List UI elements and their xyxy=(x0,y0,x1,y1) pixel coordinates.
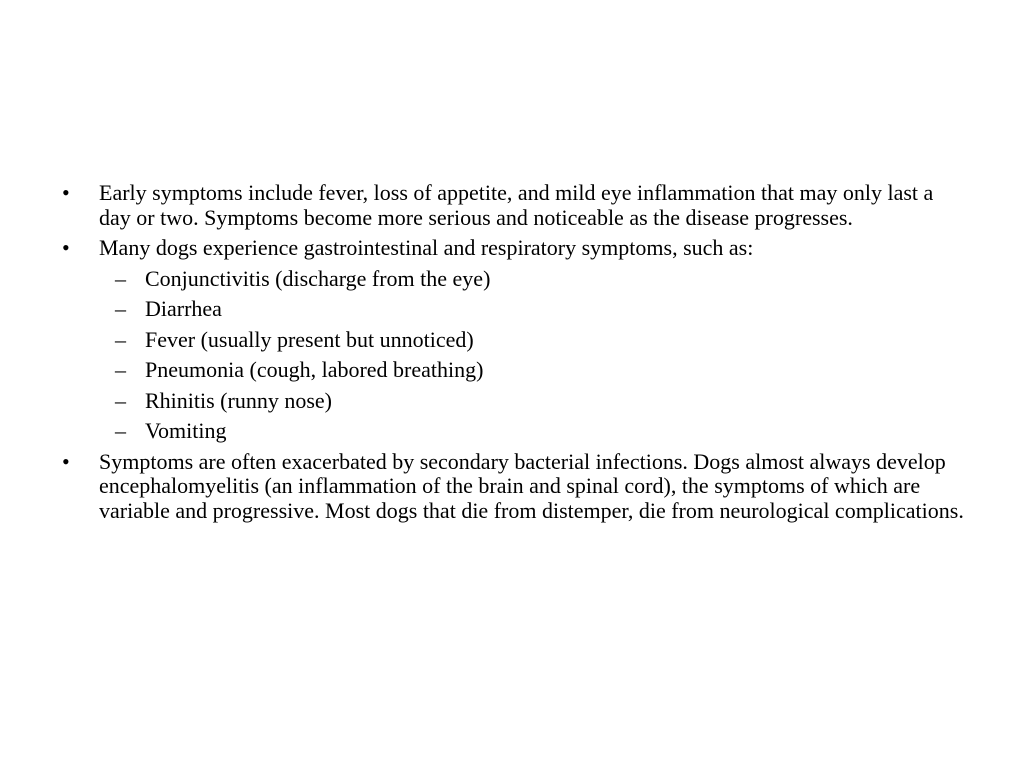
sub-bullet-text: Rhinitis (runny nose) xyxy=(145,387,332,413)
bullet-item-secondary-infections xyxy=(62,450,967,524)
bullet-item-gi-respiratory xyxy=(62,236,967,261)
bullet-marker: • xyxy=(62,235,70,260)
sub-item-diarrhea xyxy=(62,297,967,322)
sub-item-vomiting xyxy=(62,419,967,444)
sub-bullet-marker: – xyxy=(115,296,126,321)
bullet-text: Symptoms are often exacerbated by secondary bacterial infections. Dogs almost always develop encephalomyelitis (an inflammation of the brain and spinal cord), the symptoms of which are variable and progressive. Most dogs that die from distemper, die from neurological complications. xyxy=(99,448,964,523)
sub-item-pneumonia xyxy=(62,358,967,383)
sub-bullet-text: Diarrhea xyxy=(145,296,222,321)
bullet-list xyxy=(62,181,967,529)
bullet-text: Many dogs experience gastrointestinal and respiratory symptoms, such as: xyxy=(99,235,754,260)
sub-item-fever xyxy=(62,328,967,353)
sub-item-conjunctivitis xyxy=(62,267,967,292)
sub-item-rhinitis xyxy=(62,389,967,414)
sub-bullet-text: Conjunctivitis (discharge from the eye) xyxy=(145,265,491,291)
sub-bullet-text: Vomiting xyxy=(145,418,227,443)
sub-bullet-text: Pneumonia (cough, labored breathing) xyxy=(145,357,484,382)
sub-bullet-text: Fever (usually present but unnoticed) xyxy=(145,326,474,352)
bullet-marker: • xyxy=(62,180,70,205)
sub-bullet-marker: – xyxy=(115,418,126,443)
bullet-item-early-symptoms xyxy=(62,181,967,230)
sub-bullet-marker: – xyxy=(115,326,126,352)
bullet-marker: • xyxy=(62,448,70,474)
sub-bullet-marker: – xyxy=(115,265,126,291)
bullet-text: Early symptoms include fever, loss of appetite, and mild eye inflammation that may only last a day or two. Symptoms become more serious and noticeable as the disease progresses. xyxy=(99,180,934,230)
sub-bullet-marker: – xyxy=(115,387,126,413)
sub-bullet-marker: – xyxy=(115,357,126,382)
